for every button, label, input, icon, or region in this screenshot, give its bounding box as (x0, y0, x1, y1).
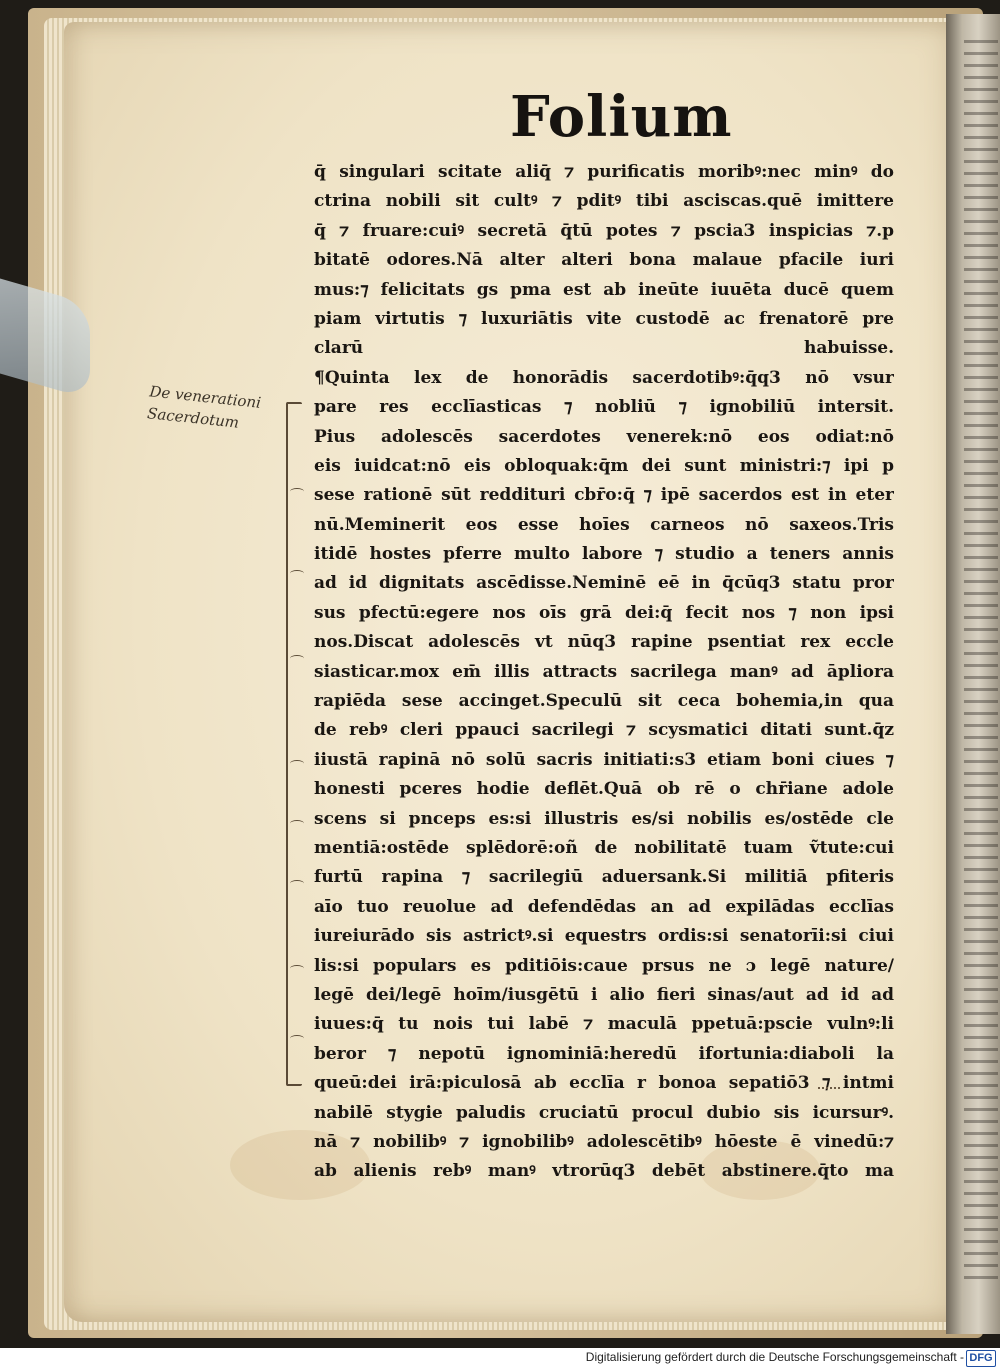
text-line: iiustā rapinā nō solū sacris initiati:s3 etiam boni ciues ⁊ (314, 749, 894, 770)
text-line: legē dei/legē hoīm/iusgētū i alio fieri sinas/aut ad id ad (314, 984, 894, 1005)
facing-page-text-shadow (964, 40, 998, 1280)
text-line: queū:dei irā:piculosā ab ecclīa r bonoa sepatiō3 ⁊ intmi (314, 1073, 894, 1094)
text-line: beror ⁊ nepotū ignominiā:heredū ifortunia:diaboli la (314, 1043, 894, 1064)
dfg-logo: DFG (966, 1350, 996, 1367)
text-line: nā ⁊ nobilibꝰ ⁊ ignobilibꝰ adolescētibꝰ hōeste ē vinedū:⁊ (314, 1131, 894, 1152)
marginal-note-line: De venerationi (148, 382, 262, 412)
text-line: iuues:q̄ tu nois tui labē ⁊ maculā ppetuā:pscie vulnꝰ:li (314, 1014, 894, 1035)
text-line: ctrina nobili sit cultꝰ ⁊ pditꝰ tibi asciscas.quē imittere (314, 191, 894, 212)
text-line: aīo tuo reuolue ad defendēdas an ad expilādas ecclīas (314, 896, 894, 917)
text-line: nos.Discat adolescēs vt nūq3 rapine psentiat rex eccle (314, 632, 894, 653)
text-line: ab alienis rebꝰ manꝰ vtrorūq3 debēt abstinere.q̄to ma (314, 1161, 894, 1182)
text-line: lis:si populars es pditiōis:caue prsus ne ɔ legē nature/ (314, 955, 894, 976)
text-line: furtū rapina ⁊ sacrilegiū aduersank.Si militiā pfiteris (314, 867, 894, 888)
text-line: q̄ singulari scitate aliq̄ ⁊ purificatis moribꝰ:nec minꝰ do (314, 162, 894, 182)
text-line: iureiurādo sis astrictꝰ.si equestrs ordis:si senatorīi:si ciui (314, 926, 894, 947)
bracket-tick (290, 655, 304, 662)
text-line: rapiēda sese accinget.Speculū sit ceca bohemia,in qua (314, 691, 894, 712)
text-line: Pius adolescēs sacerdotes venerek:nō eos odiat:nō (314, 426, 894, 447)
text-line: de rebꝰ cleri ppauci sacrilegi ⁊ scysmatici ditati sunt.q̄z (314, 720, 894, 741)
text-line: ad id dignitats ascēdisse.Neminē eē in q̄cūq3 statu pror (314, 573, 894, 594)
text-line: eis iuidcat:nō eis obloquak:q̄m dei sunt ministri:⁊ ipi p (314, 455, 894, 476)
footer-bar (0, 1348, 1000, 1369)
text-line: sese rationē sūt reddituri cbr̄o:q̄ ⁊ ipē sacerdos est in eter (314, 485, 894, 506)
text-line: mus:⁊ felicitats gs pma est ab ineūte iuuēta ducē quem (314, 279, 894, 300)
bracket-tick (290, 820, 304, 827)
bracket-tick (290, 570, 304, 577)
text-line: itidē hostes pferre multo labore ⁊ studio a teners annis (314, 544, 894, 565)
bracket-tick (290, 965, 304, 972)
bracket-tick (290, 1035, 304, 1042)
text-line: q̄ ⁊ fruare:cuiꝰ secretā q̄tū potes ⁊ pscia3 inspicias ⁊.p (314, 220, 894, 241)
text-line: sus pfectū:egere nos oīs grā dei:q̄ fecit nos ⁊ non ipsi (314, 602, 894, 623)
bracket-tick (290, 488, 304, 495)
footer-credit: Digitalisierung gefördert durch die Deutsche Forschungsgemeinschaft - (585, 1350, 964, 1364)
text-line: ¶Quinta lex de honorādis sacerdotibꝰ:q̄q3 nō vsur (314, 367, 894, 388)
text-line: mentiā:ostēde splēdorē:oñ de nobilitatē tuam ṽtute:cui (314, 837, 894, 858)
marginal-bracket (286, 402, 302, 1086)
body-text (314, 158, 894, 1187)
text-line: siasticar.mox em̄ illis attracts sacrilega manꝰ ad āpliora (314, 661, 894, 682)
text-line: honesti pceres hodie deflēt.Quā ob rē o chr̄iane adole (314, 779, 894, 800)
marginal-note-line: Sacerdotum (146, 404, 240, 432)
catchword-mark (818, 1087, 840, 1103)
folio-heading: Folium (510, 84, 733, 150)
text-line: nabilē stygie paludis cruciatū procul dubio sis icursurꝰ. (314, 1102, 894, 1123)
text-line: piam virtutis ⁊ luxuriātis vite custodē ac frenatorē pre (314, 308, 894, 329)
text-line: nū.Meminerit eos esse hoīes carneos nō saxeos.Tris (314, 514, 894, 535)
bracket-tick (290, 880, 304, 887)
text-line: pare res ecclīasticas ⁊ nobliū ⁊ ignobiliū intersit. (314, 397, 894, 418)
text-line: bitatē odores.Nā alter alteri bona malaue pfacile iuri (314, 250, 894, 271)
bracket-tick (290, 760, 304, 767)
text-line: scens si pnceps es:si illustris es/si nobilis es/ostēde cle (314, 808, 894, 829)
text-line: clarū habuisse. (314, 338, 894, 359)
